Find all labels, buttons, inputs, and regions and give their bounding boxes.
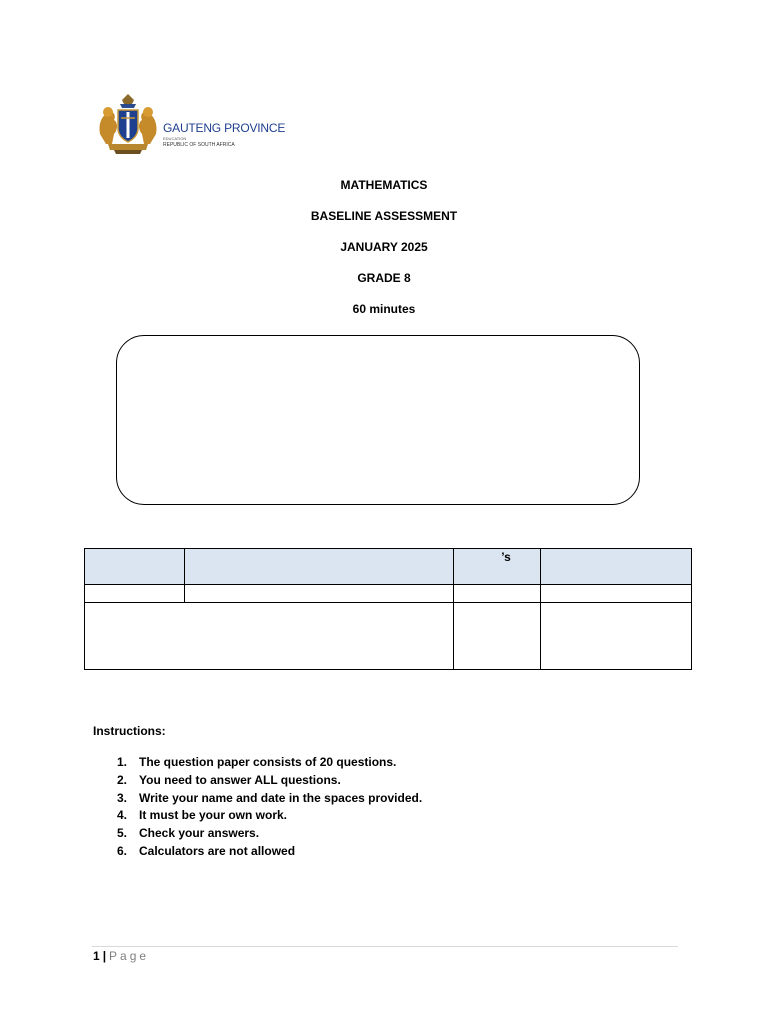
logo-title: GAUTENG PROVINCE <box>163 121 286 135</box>
gauteng-logo <box>96 94 286 156</box>
header-cell-2 <box>185 549 454 585</box>
date-heading: JANUARY 2025 <box>340 240 428 254</box>
footer-separator: | <box>102 949 107 963</box>
table-cell[interactable] <box>454 585 541 603</box>
learner-info-box[interactable] <box>116 335 640 505</box>
duration-heading: 60 minutes <box>352 302 416 316</box>
header-cell-3 <box>454 549 541 585</box>
marks-table-row <box>85 585 692 603</box>
table-cell[interactable] <box>454 603 541 670</box>
footer-divider <box>92 946 678 947</box>
page-label: Page <box>109 949 150 963</box>
table-cell[interactable] <box>541 585 692 603</box>
header-fragment: ’s <box>501 550 511 564</box>
coat-of-arms-icon <box>96 94 160 156</box>
logo-country: REPUBLIC OF SOUTH AFRICA <box>163 142 235 148</box>
list-item: 6. Calculators are not allowed <box>117 843 296 858</box>
instructions-list <box>93 754 422 861</box>
table-cell[interactable] <box>85 603 454 670</box>
list-item: 2. You need to answer ALL questions. <box>117 772 341 787</box>
marks-table-row <box>85 603 692 670</box>
header-cell-4 <box>541 549 692 585</box>
assessment-heading: BASELINE ASSESSMENT <box>310 209 458 223</box>
logo-subtitle: EDUCATION <box>163 136 187 141</box>
table-cell[interactable] <box>541 603 692 670</box>
instructions-title: Instructions: <box>93 724 166 738</box>
list-item: 1. The question paper consists of 20 questions. <box>117 755 397 769</box>
subject-heading: MATHEMATICS <box>340 178 428 192</box>
table-cell[interactable] <box>185 585 454 603</box>
header-cell-1 <box>85 549 185 585</box>
marks-table-header-row <box>85 549 692 585</box>
list-item: 3. Write your name and date in the spaces provided. <box>117 790 423 805</box>
list-item: 4. It must be your own work. <box>117 808 288 823</box>
marks-table <box>84 548 692 670</box>
grade-heading: GRADE 8 <box>357 271 411 285</box>
page-footer <box>93 949 149 963</box>
page-number: 1 <box>93 949 100 963</box>
table-cell[interactable] <box>85 585 185 603</box>
list-item: 5. Check your answers. <box>117 826 260 841</box>
